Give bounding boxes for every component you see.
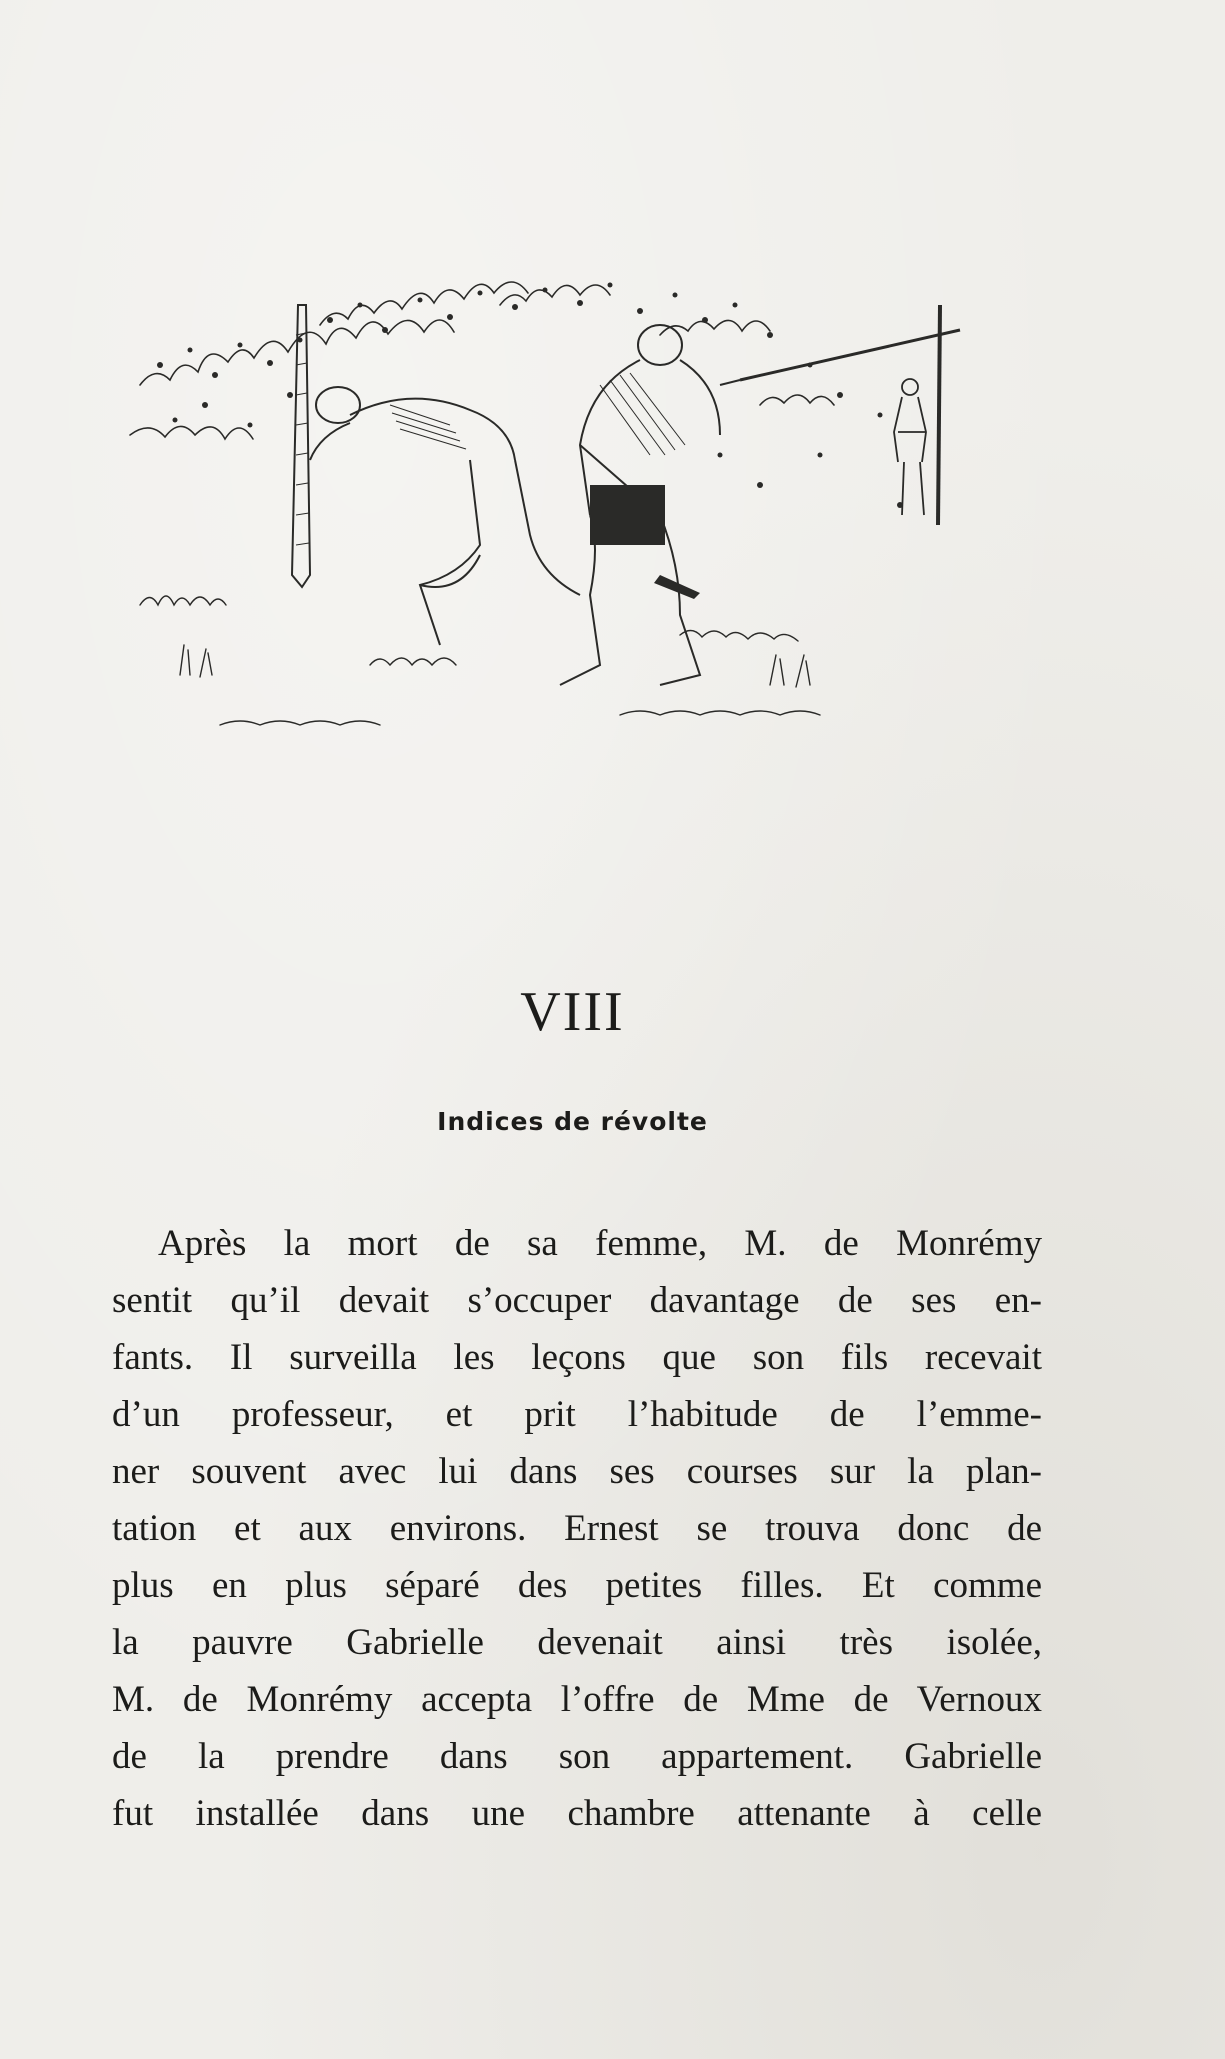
text-line: plus en plus séparé des petites filles. Et comme: [112, 1565, 1042, 1606]
text-line: de la prendre dans son appartement. Gabrielle: [112, 1736, 1042, 1777]
text-line: la pauvre Gabrielle devenait ainsi très isolée,: [112, 1622, 1042, 1663]
text-line: sentit qu’il devait s’occuper davantage de ses en-: [112, 1280, 1042, 1321]
text-line: tation et aux environs. Ernest se trouva donc de: [112, 1508, 1042, 1549]
engraving-illustration-icon: [120, 245, 1020, 805]
chapter-paragraph: [112, 1215, 1042, 1842]
text-line: d’un professeur, et prit l’habitude de l’emme-: [112, 1394, 1042, 1435]
text-line: fut installée dans une chambre attenante à celle: [112, 1793, 1042, 1834]
text-line: Après la mort de sa femme, M. de Monrémy: [158, 1223, 1042, 1264]
text-line: M. de Monrémy accepta l’offre de Mme de Vernoux: [112, 1679, 1042, 1720]
chapter-title: Indices de révolte: [437, 1107, 708, 1136]
text-line: ner souvent avec lui dans ses courses sur la plan-: [112, 1451, 1042, 1492]
chapter-number: VIII: [520, 981, 625, 1043]
text-line: fants. Il surveilla les leçons que son fils recevait: [112, 1337, 1042, 1378]
